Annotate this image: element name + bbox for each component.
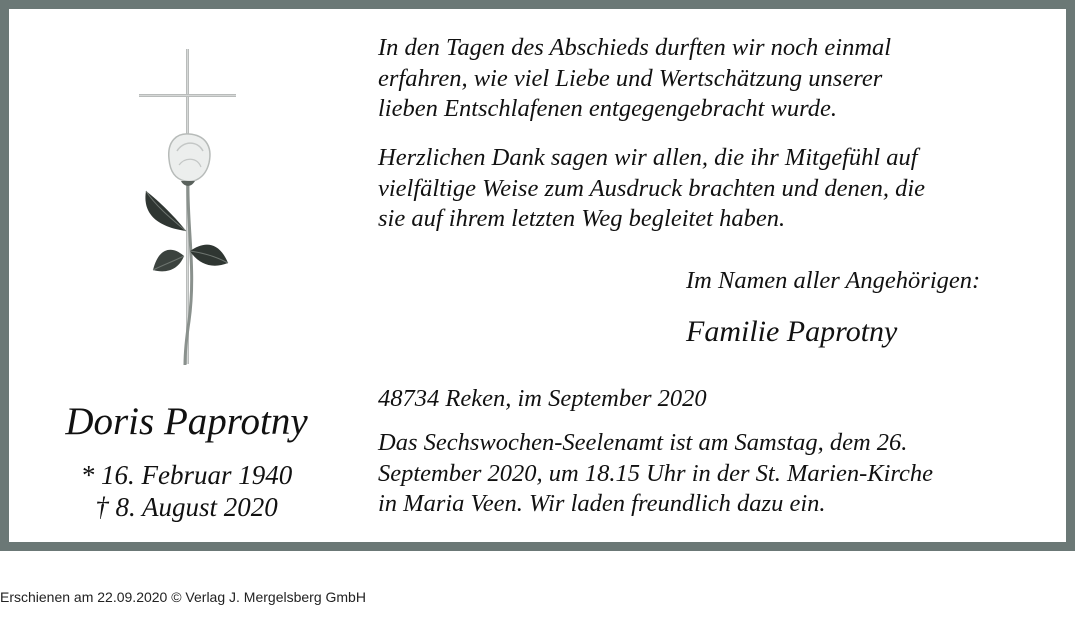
signature-name: Familie Paprotny [686,315,898,348]
publication-footer: Erschienen am 22.09.2020 © Verlag J. Mergelsberg GmbH [0,589,366,605]
text-line: Herzlichen Dank sagen wir allen, die ihr Mitgefühl auf [378,144,918,171]
life-dates [9,459,364,523]
text-line: 48734 Reken, im September 2020 [378,385,707,412]
thanks-paragraph-1 [378,33,1058,125]
text-line: vielfältige Weise zum Ausdruck brachten und denen, die [378,174,926,202]
text-line: lieben Entschlafenen entgegengebracht wurde. [378,95,838,122]
place-date [378,384,1058,415]
memorial-service-paragraph [378,428,1058,520]
text-line: erfahren, wie viel Liebe und Wertschätzung unserer [378,64,883,92]
obituary-card [9,9,1066,542]
birth-date: * 16. Februar 1940 [80,460,293,490]
text-line: Das Sechswochen-Seelenamt ist am Samstag, dem 26. [378,429,908,456]
cross-with-rose-icon [129,41,244,371]
thanks-paragraph-2 [378,143,1058,235]
signature-label: Im Namen aller Angehörigen: [686,267,981,294]
death-date: † 8. August 2020 [95,492,278,522]
text-line: September 2020, um 18.15 Uhr in der St. Marien-Kirche [378,459,934,487]
deceased-name: Doris Paprotny [65,400,308,443]
text-line: in Maria Veen. Wir laden freundlich dazu ein. [378,490,826,517]
text-line: In den Tagen des Abschieds durften wir noch einmal [378,34,892,61]
text-line: sie auf ihrem letzten Weg begleitet haben. [378,205,786,232]
